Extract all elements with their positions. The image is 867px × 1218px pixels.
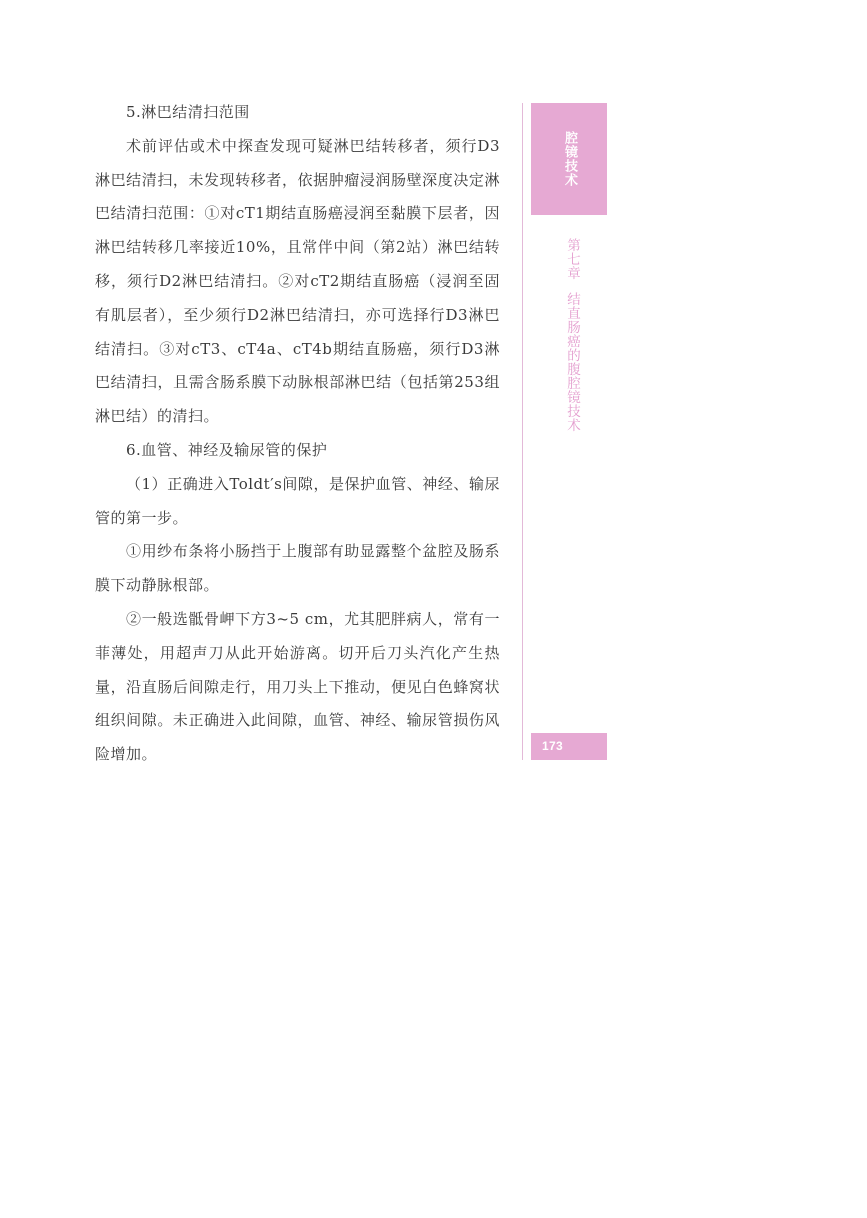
- section-tab: [531, 103, 607, 215]
- chapter-number: 第七章: [564, 238, 580, 280]
- paragraph-gauze-exposure: ①用纱布条将小肠挡于上腹部有助显露整个盆腔及肠系膜下动静脉根部。: [95, 542, 500, 595]
- section-tab-label: 腔镜技术: [562, 131, 577, 187]
- page-number: 173: [542, 739, 563, 753]
- margin-divider-line: [522, 103, 523, 760]
- page-number-tab: [531, 733, 607, 760]
- paragraph-sacral-promontory: ②一般选骶骨岬下方3~5 cm，尤其肥胖病人，常有一菲薄处，用超声刀从此开始游离。切开后刀头汽化产生热量，沿直肠后间隙走行，用刀头上下推动，便见白色蜂窝状组织间隙。未正确进入此间隙，血管、神经、输尿管损伤风险增加。: [95, 609, 500, 764]
- paragraph-toldt-space: （1）正确进入Toldt′s间隙，是保护血管、神经、输尿管的第一步。: [95, 474, 500, 527]
- chapter-title: 结直肠癌的腹腔镜技术: [564, 292, 580, 432]
- paragraph-lymph-node-dissection: 术前评估或术中探查发现可疑淋巴结转移者，须行D3淋巴结清扫，未发现转移者，依据肿瘤浸润肠壁深度决定淋巴结清扫范围：①对cT1期结直肠癌浸润至黏膜下层者，因淋巴结转移几率接近10%，且常伴中间（第2站）淋巴结转移，须行D2淋巴结清扫。②对cT2期结直肠癌（浸润至固有肌层者），至少须行D2淋巴结清扫，亦可选择行D3淋巴结清扫。③对cT3、cT4a、cT4b期结直肠癌，须行D3淋巴结清扫，且需含肠系膜下动脉根部淋巴结（包括第253组淋巴结）的清扫。: [95, 136, 500, 426]
- section-heading-5: 5.淋巴结清扫范围: [126, 103, 250, 121]
- main-text-column: [95, 96, 500, 772]
- chapter-running-title: [562, 238, 580, 432]
- section-heading-6: 6.血管、神经及输尿管的保护: [126, 440, 328, 459]
